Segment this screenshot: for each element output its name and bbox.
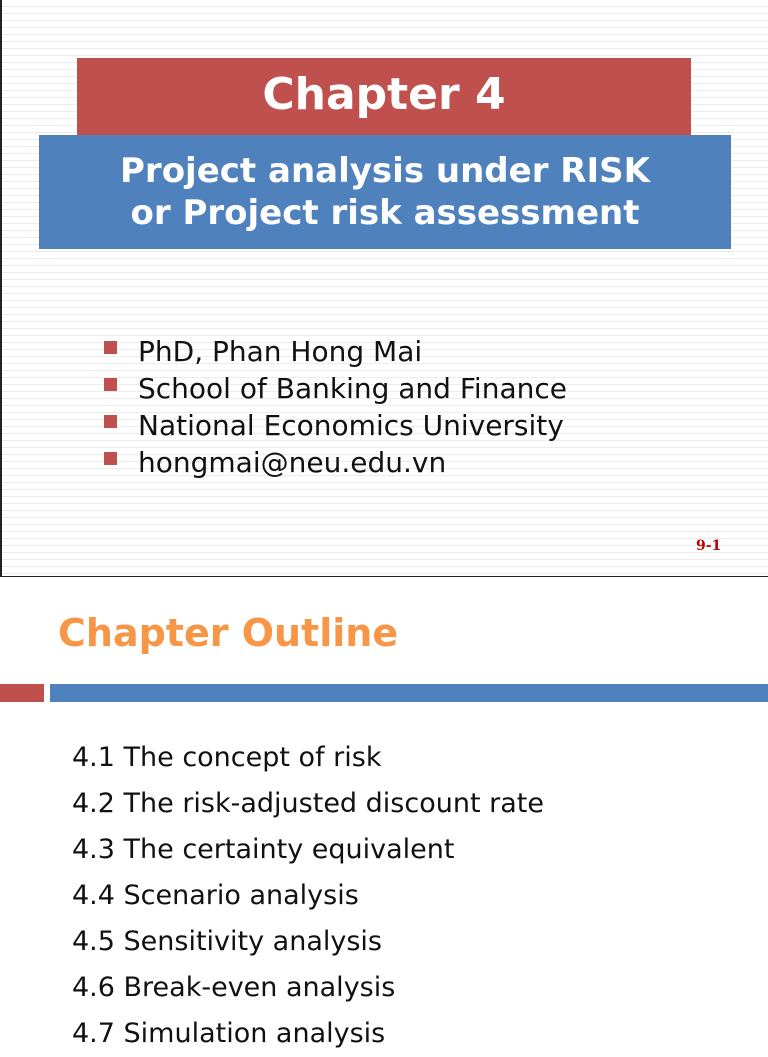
author-info-list bbox=[104, 333, 567, 481]
subtitle-line-2: or Project risk assessment bbox=[130, 193, 640, 233]
slide-outline bbox=[0, 577, 768, 1049]
square-bullet-icon bbox=[104, 415, 117, 428]
author-item-text: PhD, Phan Hong Mai bbox=[138, 335, 423, 368]
square-bullet-icon bbox=[104, 341, 117, 354]
page-number: 9-1 bbox=[696, 538, 722, 554]
author-item-text: National Economics University bbox=[138, 409, 564, 442]
outline-item: 4.1 The concept of risk bbox=[72, 742, 382, 773]
accent-bar-blue bbox=[50, 684, 768, 702]
author-email[interactable]: hongmai@neu.edu.vn bbox=[138, 446, 447, 479]
author-item bbox=[104, 333, 567, 370]
outline-item: 4.7 Simulation analysis bbox=[72, 1018, 386, 1049]
author-item bbox=[104, 370, 567, 407]
accent-bar-red bbox=[0, 684, 44, 702]
outline-item: 4.3 The certainty equivalent bbox=[72, 834, 455, 865]
subtitle-line-1: Project analysis under RISK bbox=[120, 151, 650, 191]
square-bullet-icon bbox=[104, 452, 117, 465]
author-item-text: School of Banking and Finance bbox=[138, 372, 567, 405]
slide-left-border bbox=[0, 0, 2, 576]
chapter-title: Chapter 4 bbox=[77, 58, 691, 136]
chapter-subtitle bbox=[39, 135, 731, 249]
outline-item: 4.4 Scenario analysis bbox=[72, 880, 359, 911]
outline-item: 4.6 Break-even analysis bbox=[72, 972, 396, 1003]
square-bullet-icon bbox=[104, 378, 117, 391]
author-item bbox=[104, 407, 567, 444]
outline-list bbox=[72, 735, 544, 1057]
outline-item: 4.5 Sensitivity analysis bbox=[72, 926, 382, 957]
outline-item: 4.2 The risk-adjusted discount rate bbox=[72, 788, 544, 819]
outline-title: Chapter Outline bbox=[58, 611, 399, 655]
author-item bbox=[104, 444, 567, 481]
